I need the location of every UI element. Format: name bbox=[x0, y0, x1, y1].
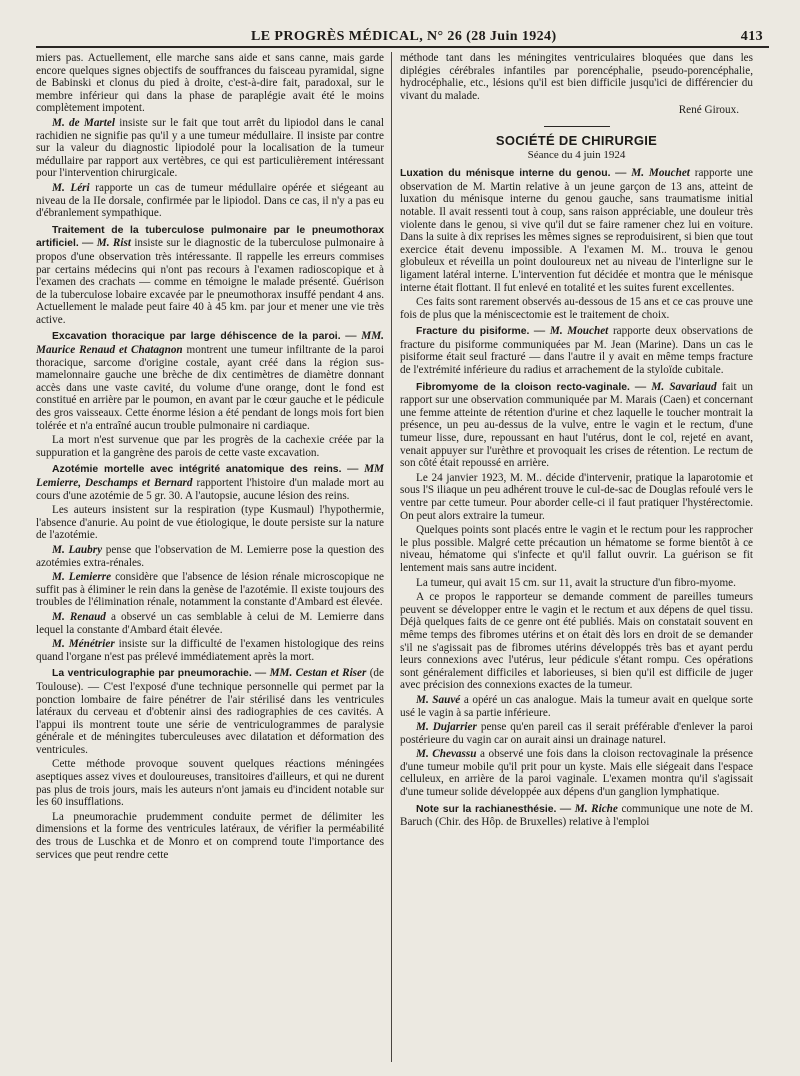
paragraph-text: A ce propos le rapporteur se demande comment de pareilles tumeurs peuvent se développer entre le vagin et le rectum et aux dépens de quel tissu. Déjà quelques faits de ce genre ont été publiés. Mais on constatait souvent en même temps des fibromes utérins et on était dès lors en droit de se demander s'il ne s'agissait pas de fibromes utérins développés très bas et ayant perdu leurs connexions avec l'utérus, leur pédicule s'étant rompu. Ces opérations sont généralement difficiles et laborieuses, si bien qu'il est difficile de juger avec précision des connexions exactes de la tumeur. bbox=[400, 591, 753, 692]
paragraph bbox=[400, 694, 753, 719]
section-heading: Note sur la rachianesthésie. bbox=[416, 803, 557, 815]
paragraph-text: montrent une tumeur infiltrante de la paroi thoracique, sarcome d'origine costale, ayant créé dans la région sus-mamelonnaire gauche une brèche de dix centimètres de diamètre donnant accès dans une vaste cavité, du volume d'une orange, dont le fond est constitué en arrière par le poumon, en avant par le cœur gauche et le pédicule des gros vaisseaux. Cette énorme lésion a été pendant de longs mois fort bien tolérée et n'a entraîné aucun trouble pulmonaire ni cardiaque. bbox=[36, 344, 384, 432]
section-heading: Fracture du pisiforme. bbox=[416, 326, 530, 338]
paragraph bbox=[400, 52, 753, 102]
section-heading: La ventriculographie par pneumorachie. bbox=[52, 668, 252, 680]
paragraph bbox=[36, 571, 384, 609]
paragraph-text: rapporte deux observations de fracture du pisiforme communiquées par M. Jean (Marine). Dans un cas le pisiforme était seul fracturé — dans l'autre il y avait en même temps fracture de l'extrémité inférieure du radius et arrachement de la styloïde cubitale. bbox=[400, 325, 753, 377]
paragraph bbox=[36, 638, 384, 663]
paragraph-text: pense que l'observation de M. Lemierre pose la question des azotémies extra-rénales. bbox=[36, 543, 384, 569]
paragraph-text: considère que l'absence de lésion rénale microscopique ne suffit pas à éliminer le rein dans la genèse de l'azotémie. Il existe toujours des troubles de l'élimination rénale, notamment la constante d'Ambard est élevée. bbox=[36, 571, 384, 609]
speaker-name: M. Lemierre bbox=[52, 571, 112, 584]
paragraph bbox=[36, 811, 384, 861]
paragraph-text: La pneumorachie prudemment conduite permet de délimiter les dimensions et la forme des ventricules latéraux, de vérifier la perméabilité des trous de Luschka et de Monro et on comprend toute l'importance des services que peut rendre cette bbox=[36, 810, 384, 861]
paragraph-text: a observé un cas semblable à celui de M. Lemierre dans lequel la constante d'Ambard était élevée. bbox=[36, 610, 384, 636]
section-heading: Fibromyome de la cloison recto-vaginale. bbox=[416, 381, 630, 393]
paragraph bbox=[36, 330, 384, 432]
paragraph bbox=[36, 544, 384, 569]
paragraph-text: rapporte une observation de M. Martin relative à un jeune garçon de 13 ans, atteint de luxation du ménisque interne du genou gauche, sans traumatisme initial notable. Il avait ressenti tout à coup, sans raison appréciable, une douleur très violente dans le genou, si vive qu'il dut se faire ramener chez lui en voiture. Dans la suite à dix reprises les mêmes signes se reproduisirent, si bien que tout exercice était devenu impossible. A l'examen M. M.. trouva le genou globuleux et réveilla un point douloureux net au niveau de l'interligne sur le ligament latéral interne. L'intervention fut décidée et montra que le ménisque interne était flottant. Il fut enlevé en totalité et les suites furent excellentes. bbox=[400, 167, 753, 294]
paragraph bbox=[400, 721, 753, 746]
paragraph bbox=[400, 803, 753, 829]
paragraph bbox=[400, 591, 753, 692]
speaker-name: M. Léri bbox=[52, 181, 90, 194]
speaker-name: — MM Lemierre, Deschamps et Bernard bbox=[36, 463, 384, 489]
paragraph bbox=[36, 434, 384, 459]
paragraph-text: Les auteurs insistent sur la respiration (type Kusmaul) l'hypothermie, l'absence d'anurie. Au point de vue étiologique, le doute persiste sur la nature de l'azotémie. bbox=[36, 504, 384, 542]
paragraph-text: (de Toulouse). — C'est l'exposé d'une technique personnelle qui permet par la ponction lombaire de faire pénétrer de l'air stérilisé dans les ventricules latéraux du cerveau et d'obtenir ainsi des radiographies de ces cavités. A l'appui ils montrent toute une série de ventriculogrammes de paralysie générale et de méningites tuberculeuses avec dilatation et déformation des ventricules. bbox=[36, 667, 384, 756]
session-date: Séance du 4 juin 1924 bbox=[527, 148, 626, 161]
speaker-name: M. Renaud bbox=[52, 610, 106, 623]
paragraph bbox=[36, 758, 384, 808]
paragraph bbox=[36, 52, 384, 115]
journal-title: LE PROGRÈS MÉDICAL, N° 26 (28 Juin 1924) bbox=[251, 29, 557, 44]
paragraph bbox=[400, 748, 753, 798]
left-column bbox=[36, 52, 384, 1062]
section-divider bbox=[544, 126, 610, 127]
paragraph-text: Le 24 janvier 1923, M. M.. décide d'intervenir, pratique la laparotomie et sous l'S iliaque un peu adhérent trouve le cul-de-sac de Douglas refoulé vers le ventre par cette tumeur. Pour aborder celle-ci il faut pratiquer l'hystérectomie. On peut alors extraire la tumeur. bbox=[400, 471, 753, 522]
paragraph-text: a observé une fois dans la cloison rectovaginale la présence d'une tumeur mobile qu'il prit pour un kyste. Mais elle siégeait dans l'espace celluleux, en arrière de la paroi vaginale. L'examen montra qu'il s'agissait d'une tumeur solide développée aux dépens d'un ganglion lymphatique. bbox=[400, 748, 753, 799]
speaker-name: — M. Mouchet bbox=[529, 325, 609, 338]
paragraph bbox=[36, 117, 384, 180]
speaker-name: — M. Rist bbox=[78, 237, 131, 250]
speaker-name: M. Sauvé bbox=[416, 693, 461, 706]
section-heading: Azotémie mortelle avec intégrité anatomique des reins. bbox=[52, 464, 342, 476]
paragraph-text: La tumeur, qui avait 15 cm. sur 11, avait la structure d'un fibro-myome. bbox=[416, 576, 736, 589]
paragraph bbox=[36, 224, 384, 327]
paragraph-text: Quelques points sont placés entre le vagin et le rectum pour les rapprocher le plus possible. Malgré cette précaution un hématome se forme bientôt à ce niveau, hématome qui s'infecte et qu'il fallut ouvrir. La guérison se fit lentement mais sans autre incident. bbox=[400, 524, 753, 574]
page-number: 413 bbox=[740, 29, 763, 44]
speaker-name: M. Dujarrier bbox=[416, 721, 477, 734]
paragraph bbox=[400, 381, 753, 470]
paragraph bbox=[400, 524, 753, 574]
paragraph bbox=[400, 325, 753, 376]
speaker-name: — M. Savariaud bbox=[629, 380, 717, 393]
paragraph-text: Cette méthode provoque souvent quelques réactions méningées aseptiques assez vives et douloureuses, transitoires d'ailleurs, et qui ne durent pas plus de trois jours, mais les auteurs n'ont jamais eu d'incident notable sur les 60 insufflations. bbox=[36, 758, 384, 809]
paragraph bbox=[400, 577, 753, 590]
section-heading: Traitement de la tuberculose pulmonaire par le pneumothorax artificiel. bbox=[36, 224, 384, 250]
paragraph bbox=[36, 463, 384, 502]
paragraph bbox=[36, 182, 384, 220]
paragraph-text: insiste sur le diagnostic de la tuberculose pulmonaire à propos d'une observation très intéressante. Il rappelle les erreurs commises par certains médecins qui n'ont pas recours à l'examen radioscopique et à l'examen des crachats — comme en témoigne le malade présenté. Guérison de la tuberculose lobaire excavée par le pneumothorax insuffé pendant 4 ans. Actuellement le malade peut faire 40 à 45 km. par jour et mener une vie très active. bbox=[36, 237, 384, 326]
paragraph-text: rapporte un cas de tumeur médullaire opérée et siégeant au niveau de la IIe dorsale, confirmée par le lipiodol. Dans ce cas, il n'y a pas eu d'ébranlement sympathique. bbox=[36, 181, 384, 220]
speaker-name: M. Ménétrier bbox=[52, 638, 115, 651]
paragraph bbox=[36, 504, 384, 542]
paragraph bbox=[400, 472, 753, 522]
speaker-name: M. Laubry bbox=[52, 543, 103, 556]
section-heading: Excavation thoracique par large déhiscence de la paroi. bbox=[52, 331, 341, 343]
paragraph-text: insiste sur la difficulté de l'examen histologique des reins quand l'organe n'est pas prélevé immédiatement après la mort. bbox=[36, 638, 384, 663]
paragraph-text: méthode tant dans les méningites ventriculaires bloquées que dans les diplégies cérébrales infantiles par porencéphalie, pseudo-porencéphalie, hydrocéphalie, etc., lésions qu'il est bien difficile jusqu'ici de différencier du vivant du malade. bbox=[400, 52, 753, 102]
column-divider bbox=[391, 52, 392, 1062]
header-rule bbox=[36, 46, 769, 48]
author-signature: René Giroux. bbox=[678, 104, 739, 117]
paragraph-text: rapportent l'histoire d'un malade mort au cours d'une azotémie de 5 gr. 30. A l'autopsie, aucune lésion des reins. bbox=[36, 477, 384, 502]
speaker-name: M. Chevassu bbox=[416, 748, 477, 761]
speaker-name: — MM. Cestan et Riser bbox=[251, 667, 367, 680]
paragraph-text: insiste sur le fait que tout arrêt du lipiodol dans le canal rachidien ne signifie pas qu'il y a une tumeur médullaire. Il insiste par contre sur la valeur du diagnostic lipiodolé pour la localisation de la tumeur médullaire par rapport aux vertèbres, ce qui est particulièrement intéressant pour l'intervention chirurgicale. bbox=[36, 116, 384, 180]
paragraph-text: miers pas. Actuellement, elle marche sans aide et sans canne, mais garde encore quelques signes objectifs de souffrances du faisceau pyramidal, signe de Babinski et clonus du pied à droite, c'est-à-dire fait, paradoxal, sur le membre inférieur qui dans la phase de paraplégie avait été le moins complètement impotent. bbox=[36, 52, 384, 115]
paragraph bbox=[400, 167, 753, 294]
paragraph bbox=[36, 611, 384, 636]
paragraph-text: fait un rapport sur une observation communiquée par M. Marais (Caen) et concernant une femme atteinte de rétention d'urine et chez laquelle le toucher montrait la présence, un peu au-dessus de la vulve, entre le vagin et le rectum, d'une tumeur lisse, dure, repoussant en haut l'utérus, dont le col, rejeté en avant, venait appuyer sur l'urèthre et provoquait les crises de rétention. Le rectum de son côté était repoussé en arrière. bbox=[400, 380, 753, 470]
paragraph bbox=[400, 296, 753, 321]
speaker-name: M. de Martel bbox=[52, 116, 115, 129]
paragraph-text: pense qu'en pareil cas il serait préférable d'enlever la paroi postérieure du vagin car on aurait ainsi un drainage naturel. bbox=[400, 721, 753, 746]
paragraph-text: a opéré un cas analogue. Mais la tumeur avait en quelque sorte usé le vagin à sa partie inférieure. bbox=[400, 693, 753, 719]
speaker-name: — M. Mouchet bbox=[610, 167, 690, 180]
paragraph bbox=[36, 667, 384, 756]
society-title: SOCIÉTÉ DE CHIRURGIE bbox=[495, 132, 658, 148]
right-column bbox=[400, 52, 753, 1062]
paragraph-text: communique une note de M. Baruch (Chir. des Hôp. de Bruxelles) relative à l'emploi bbox=[400, 802, 753, 829]
paragraph-text: La mort n'est survenue que par les progrès de la cachexie créée par la suppuration et la gangrène des parois de cette vaste excavation. bbox=[36, 434, 384, 459]
paragraph-text: Ces faits sont rarement observés au-dessous de 15 ans et ce cas prouve une fois de plus que la méniscectomie est le traitement de choix. bbox=[400, 296, 753, 321]
speaker-name: — MM. Maurice Renaud et Chatagnon bbox=[36, 330, 384, 357]
speaker-name: — M. Riche bbox=[556, 802, 618, 815]
section-heading: Luxation du ménisque interne du genou. bbox=[400, 168, 611, 180]
